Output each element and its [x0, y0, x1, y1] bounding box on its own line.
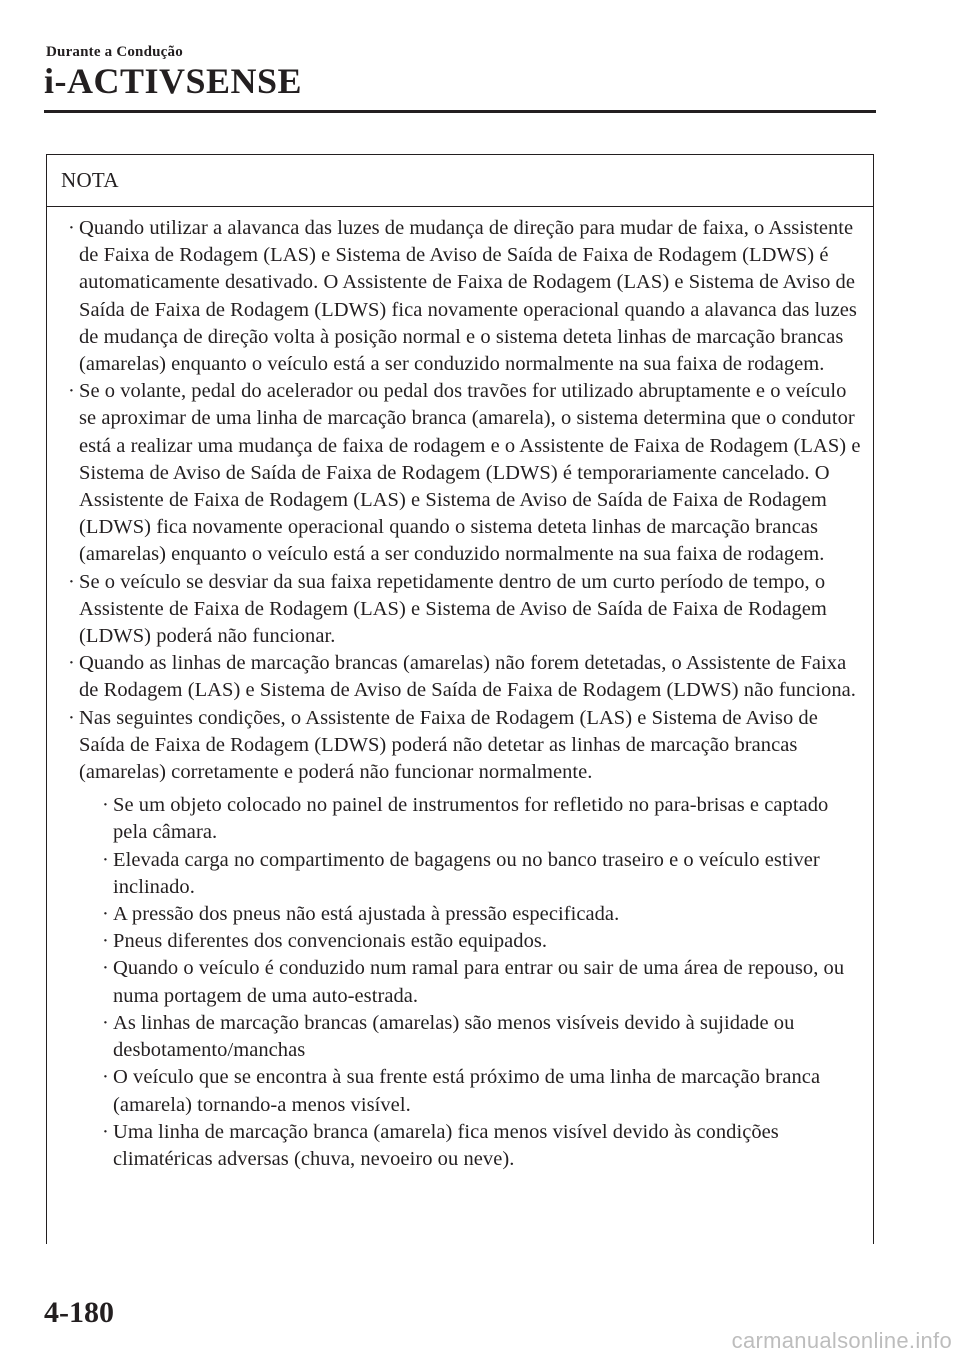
list-item: [65, 650, 861, 704]
nota-box: [46, 154, 874, 1244]
sub-list-item: [99, 1010, 861, 1064]
list-item: [65, 569, 861, 651]
list-item-text: Se o volante, pedal do acelerador ou pedal dos travões for utilizado abruptamente e o veículo se aproximar de uma linha de marcação branca (amarela), o sistema determina que o condutor está a realizar uma mudança de faixa de rodagem e o Assistente de Faixa de Rodagem (LAS) e Sistema de Aviso de Saída de Faixa de Rodagem (LDWS) é temporariamente cancelado. O Assistente de Faixa de Rodagem (LAS) e Sistema de Aviso de Saída de Faixa de Rodagem (LDWS) fica novamente operacional quando o sistema deteta linhas de marcação brancas (amarelas) enquanto o veículo está a ser conduzido normalmente na sua faixa de rodagem.: [79, 380, 861, 566]
condition-sublist: [79, 792, 861, 1173]
list-item-text: Quando utilizar a alavanca das luzes de mudança de direção para mudar de faixa, o Assistente de Faixa de Rodagem (LAS) e Sistema de Aviso de Saída de Faixa de Rodagem (LDWS) é automaticamente desativado. O Assistente de Faixa de Rodagem (LAS) e Sistema de Aviso de Saída de Faixa de Rodagem (LDWS) fica novamente operacional quando a alavanca das luzes de mudança de direção volta à posição normal e o sistema deteta linhas de marcação brancas (amarelas) enquanto o veículo está a ser conduzido normalmente na sua faixa de rodagem.: [79, 217, 857, 376]
sub-list-item-text: As linhas de marcação brancas (amarelas) são menos visíveis devido à sujidade ou desbotamento/manchas: [113, 1011, 795, 1062]
chapter-title: i-ACTIVSENSE: [44, 61, 303, 101]
sub-list-item-text: O veículo que se encontra à sua frente está próximo de uma linha de marcação branca (amarela) tornando-a menos visível.: [113, 1066, 821, 1116]
bullet-icon: ·: [102, 848, 109, 871]
bullet-icon: ·: [68, 570, 75, 593]
bullet-icon: ·: [102, 794, 109, 817]
list-item: [65, 215, 861, 378]
sub-list-item-text: Pneus diferentes dos convencionais estão equipados.: [113, 930, 548, 953]
sub-list-item-text: Se um objeto colocado no painel de instrumentos for refletido no para-brisas e captado pela câmara.: [113, 794, 829, 844]
bullet-icon: ·: [102, 1011, 109, 1034]
sub-list-item: [99, 847, 861, 901]
list-item: [65, 378, 861, 568]
sub-list-item: [99, 928, 861, 955]
list-item-text: Nas seguintes condições, o Assistente de Faixa de Rodagem (LAS) e Sistema de Aviso de Saída de Faixa de Rodagem (LDWS) poderá não detetar as linhas de marcação brancas (amarelas) corretamente e poderá não funcionar normalmente.: [79, 706, 818, 784]
list-item-text: Quando as linhas de marcação brancas (amarelas) não forem detetadas, o Assistente de Faixa de Rodagem (LAS) e Sistema de Aviso de Saída de Faixa de Rodagem (LDWS) não funciona.: [79, 652, 856, 702]
bullet-icon: ·: [68, 652, 75, 675]
sub-list-item: [99, 792, 861, 846]
sub-list-item-text: Quando o veículo é conduzido num ramal para entrar ou sair de uma área de repouso, ou numa portagem de uma auto-estrada.: [113, 957, 845, 1007]
list-item: [65, 705, 861, 1173]
page-number: 4-180: [44, 1296, 114, 1329]
sub-list-item: [99, 901, 861, 928]
header-rule: [44, 110, 876, 113]
bullet-icon: ·: [102, 1120, 109, 1143]
sub-list-item-text: A pressão dos pneus não está ajustada à pressão especificada.: [113, 903, 620, 926]
nota-title: NOTA: [47, 155, 873, 207]
sub-list-item: [99, 1064, 861, 1118]
watermark: carmanualsonline.info: [731, 1328, 952, 1353]
section-label: Durante a Condução: [46, 44, 183, 60]
nota-body: [47, 207, 873, 1173]
bullet-icon: ·: [68, 217, 75, 239]
sub-list-item-text: Uma linha de marcação branca (amarela) fica menos visível devido às condições climatéricas adversas (chuva, nevoeiro ou neve).: [113, 1120, 779, 1170]
sub-list-item-text: Elevada carga no compartimento de bagagens ou no banco traseiro e o veículo estiver inclinado.: [113, 848, 820, 898]
bullet-icon: ·: [102, 1066, 109, 1089]
sub-list-item: [99, 1119, 861, 1173]
list-item-text: Se o veículo se desviar da sua faixa repetidamente dentro de um curto período de tempo, o Assistente de Faixa de Rodagem (LAS) e Sistema de Aviso de Saída de Faixa de Rodagem (LDWS) poderá não funcionar.: [79, 570, 827, 648]
nota-list: [65, 215, 861, 1173]
sub-list-item: [99, 955, 861, 1009]
bullet-icon: ·: [68, 706, 75, 729]
bullet-icon: ·: [102, 903, 109, 926]
bullet-icon: ·: [102, 957, 109, 980]
bullet-icon: ·: [68, 380, 75, 403]
bullet-icon: ·: [102, 930, 109, 953]
